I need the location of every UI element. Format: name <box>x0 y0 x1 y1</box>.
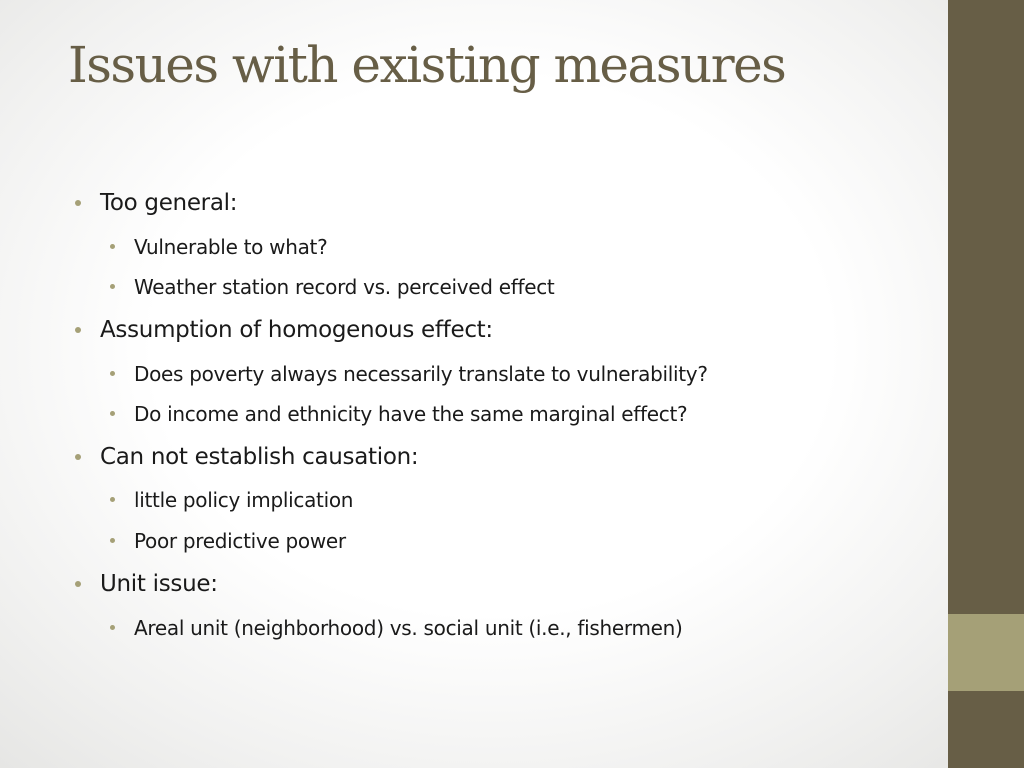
bullet-text: Can not establish causation: <box>100 444 419 470</box>
sub-bullet-item <box>134 235 327 259</box>
bullet-text: Unit issue: <box>100 571 218 597</box>
sub-bullet-item <box>134 616 683 640</box>
sub-bullet-text: Poor predictive power <box>134 529 346 553</box>
sub-bullet-item <box>134 275 554 299</box>
sub-bullet-text: Does poverty always necessarily translate to vulnerability? <box>134 362 708 386</box>
bullet-dot-icon <box>75 581 81 587</box>
bullet-item <box>100 317 493 343</box>
bullet-text: Assumption of homogenous effect: <box>100 317 493 343</box>
sub-bullet-text: Areal unit (neighborhood) vs. social unit (i.e., fishermen) <box>134 616 683 640</box>
bullet-dot-icon <box>110 284 115 289</box>
sub-bullet-text: Do income and ethnicity have the same marginal effect? <box>134 402 688 426</box>
sub-bullet-item <box>134 529 346 553</box>
bullet-text: Too general: <box>100 190 238 216</box>
sub-bullet-item <box>134 402 687 426</box>
sub-bullet-text: Vulnerable to what? <box>134 235 328 259</box>
bullet-dot-icon <box>75 454 81 460</box>
bullet-dot-icon <box>75 327 81 333</box>
sub-bullet-item <box>134 488 353 512</box>
bullet-item <box>100 190 237 216</box>
bullet-item <box>100 571 218 597</box>
bullet-dot-icon <box>75 200 81 206</box>
bullet-dot-icon <box>110 244 115 249</box>
bullet-dot-icon <box>110 411 115 416</box>
slide-title: Issues with existing measures <box>68 36 786 94</box>
side-accent-block <box>948 614 1024 691</box>
bullet-dot-icon <box>110 538 115 543</box>
sub-bullet-item <box>134 362 708 386</box>
bullet-dot-icon <box>110 625 115 630</box>
bullet-dot-icon <box>110 497 115 502</box>
bullet-item <box>100 444 418 470</box>
sub-bullet-text: little policy implication <box>134 488 354 512</box>
sub-bullet-text: Weather station record vs. perceived effect <box>134 275 555 299</box>
bullet-dot-icon <box>110 371 115 376</box>
